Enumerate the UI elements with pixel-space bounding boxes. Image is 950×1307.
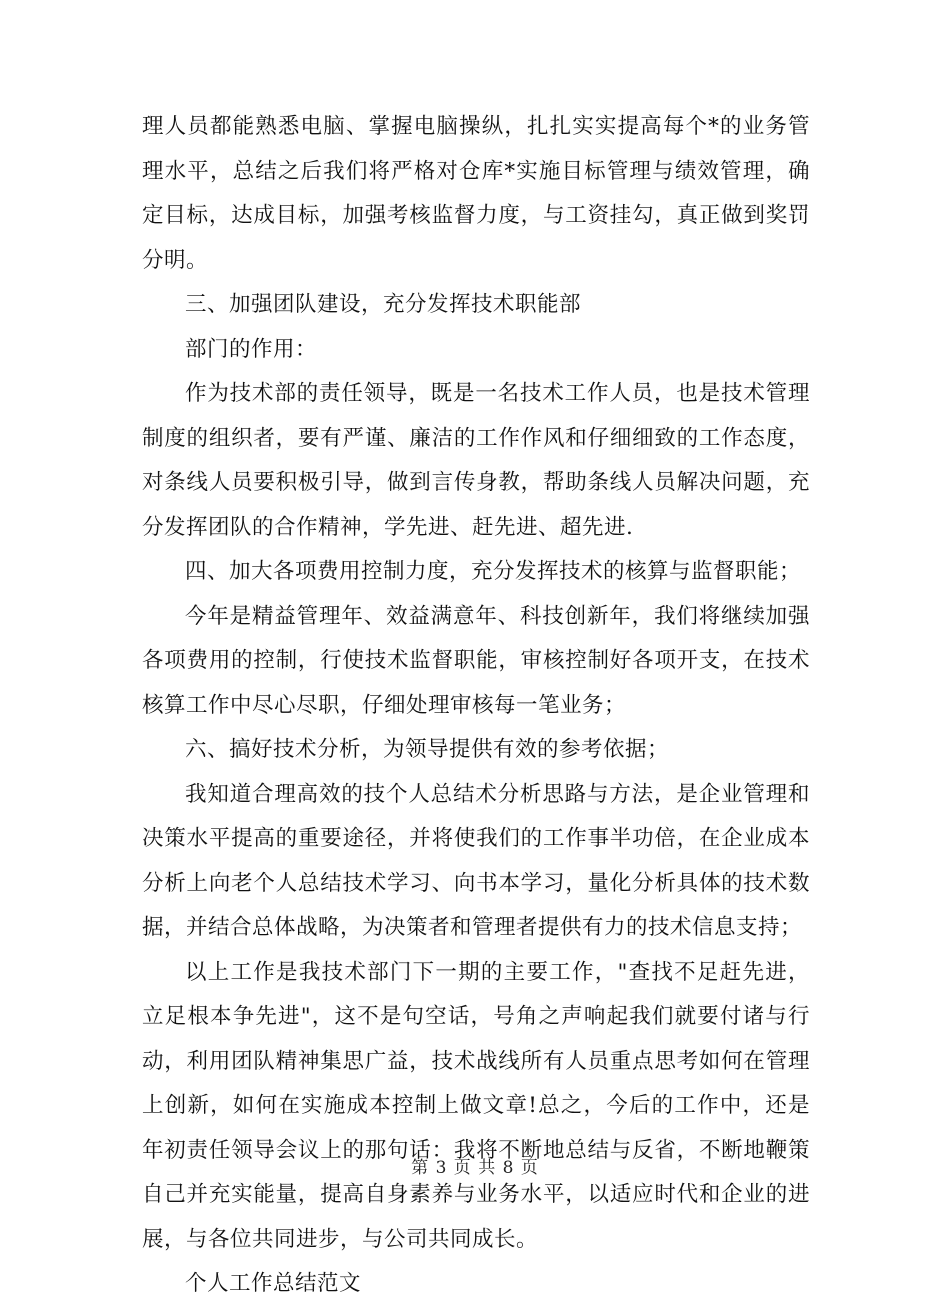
section-heading-6: 六、搞好技术分析，为领导提供有效的参考依据；	[185, 737, 670, 762]
paragraph: 今年是精益管理年、效益满意年、科技创新年，我们将继续加强各项费用的控制，行使技术监督职能，审核控制好各项开支，在技术核算工作中尽心尽职，仔细处理审核每一笔业务；	[142, 603, 810, 718]
section-heading-4: 四、加大各项费用控制力度，充分发挥技术的核算与监督职能；	[185, 559, 802, 584]
body-text	[142, 105, 810, 1307]
paragraph: 作为技术部的责任领导，既是一名技术工作人员，也是技术管理制度的组织者，要有严谨、廉洁的工作作风和仔细细致的工作态度，对条线人员要积极引导，做到言传身教，帮助条线人员解决问题，充分发挥团队的合作精神，学先进、赶先进、超先进.	[142, 381, 810, 540]
paragraph-continuation: 理人员都能熟悉电脑、掌握电脑操纵，扎扎实实提高每个*的业务管理水平，总结之后我们将严格对仓库*实施目标管理与绩效管理，确定目标，达成目标，加强考核监督力度，与工资挂勾，真正做到奖罚分明。	[142, 114, 810, 273]
section-heading-3: 三、加强团队建设，充分发挥技术职能部	[185, 292, 582, 317]
paragraph: 以上工作是我技术部门下一期的主要工作，"查找不足赶先进，立足根本争先进"，这不是句空话，号角之声响起我们就要付诸与行动，利用团队精神集思广益，技术战线所有人员重点思考如何在管理上创新，如何在实施成本控制上做文章!总之，今后的工作中，还是年初责任领导会议上的那句话：我将不断地总结与反省，不断地鞭策自己并充实能量，提高自身素养与业务水平，以适应时代和企业的进展，与各位共同进步，与公司共同成长。	[142, 959, 810, 1252]
document-subtitle: 个人工作总结范文	[185, 1271, 362, 1296]
page-footer: 第 3 页 共 8 页	[411, 1158, 539, 1178]
paragraph: 我知道合理高效的技个人总结术分析思路与方法，是企业管理和决策水平提高的重要途径，并将使我们的工作事半功倍，在企业成本分析上向老个人总结技术学习、向书本学习，量化分析具体的技术数据，并结合总体战略，为决策者和管理者提供有力的技术信息支持；	[142, 781, 810, 940]
paragraph: 部门的作用：	[185, 336, 318, 362]
